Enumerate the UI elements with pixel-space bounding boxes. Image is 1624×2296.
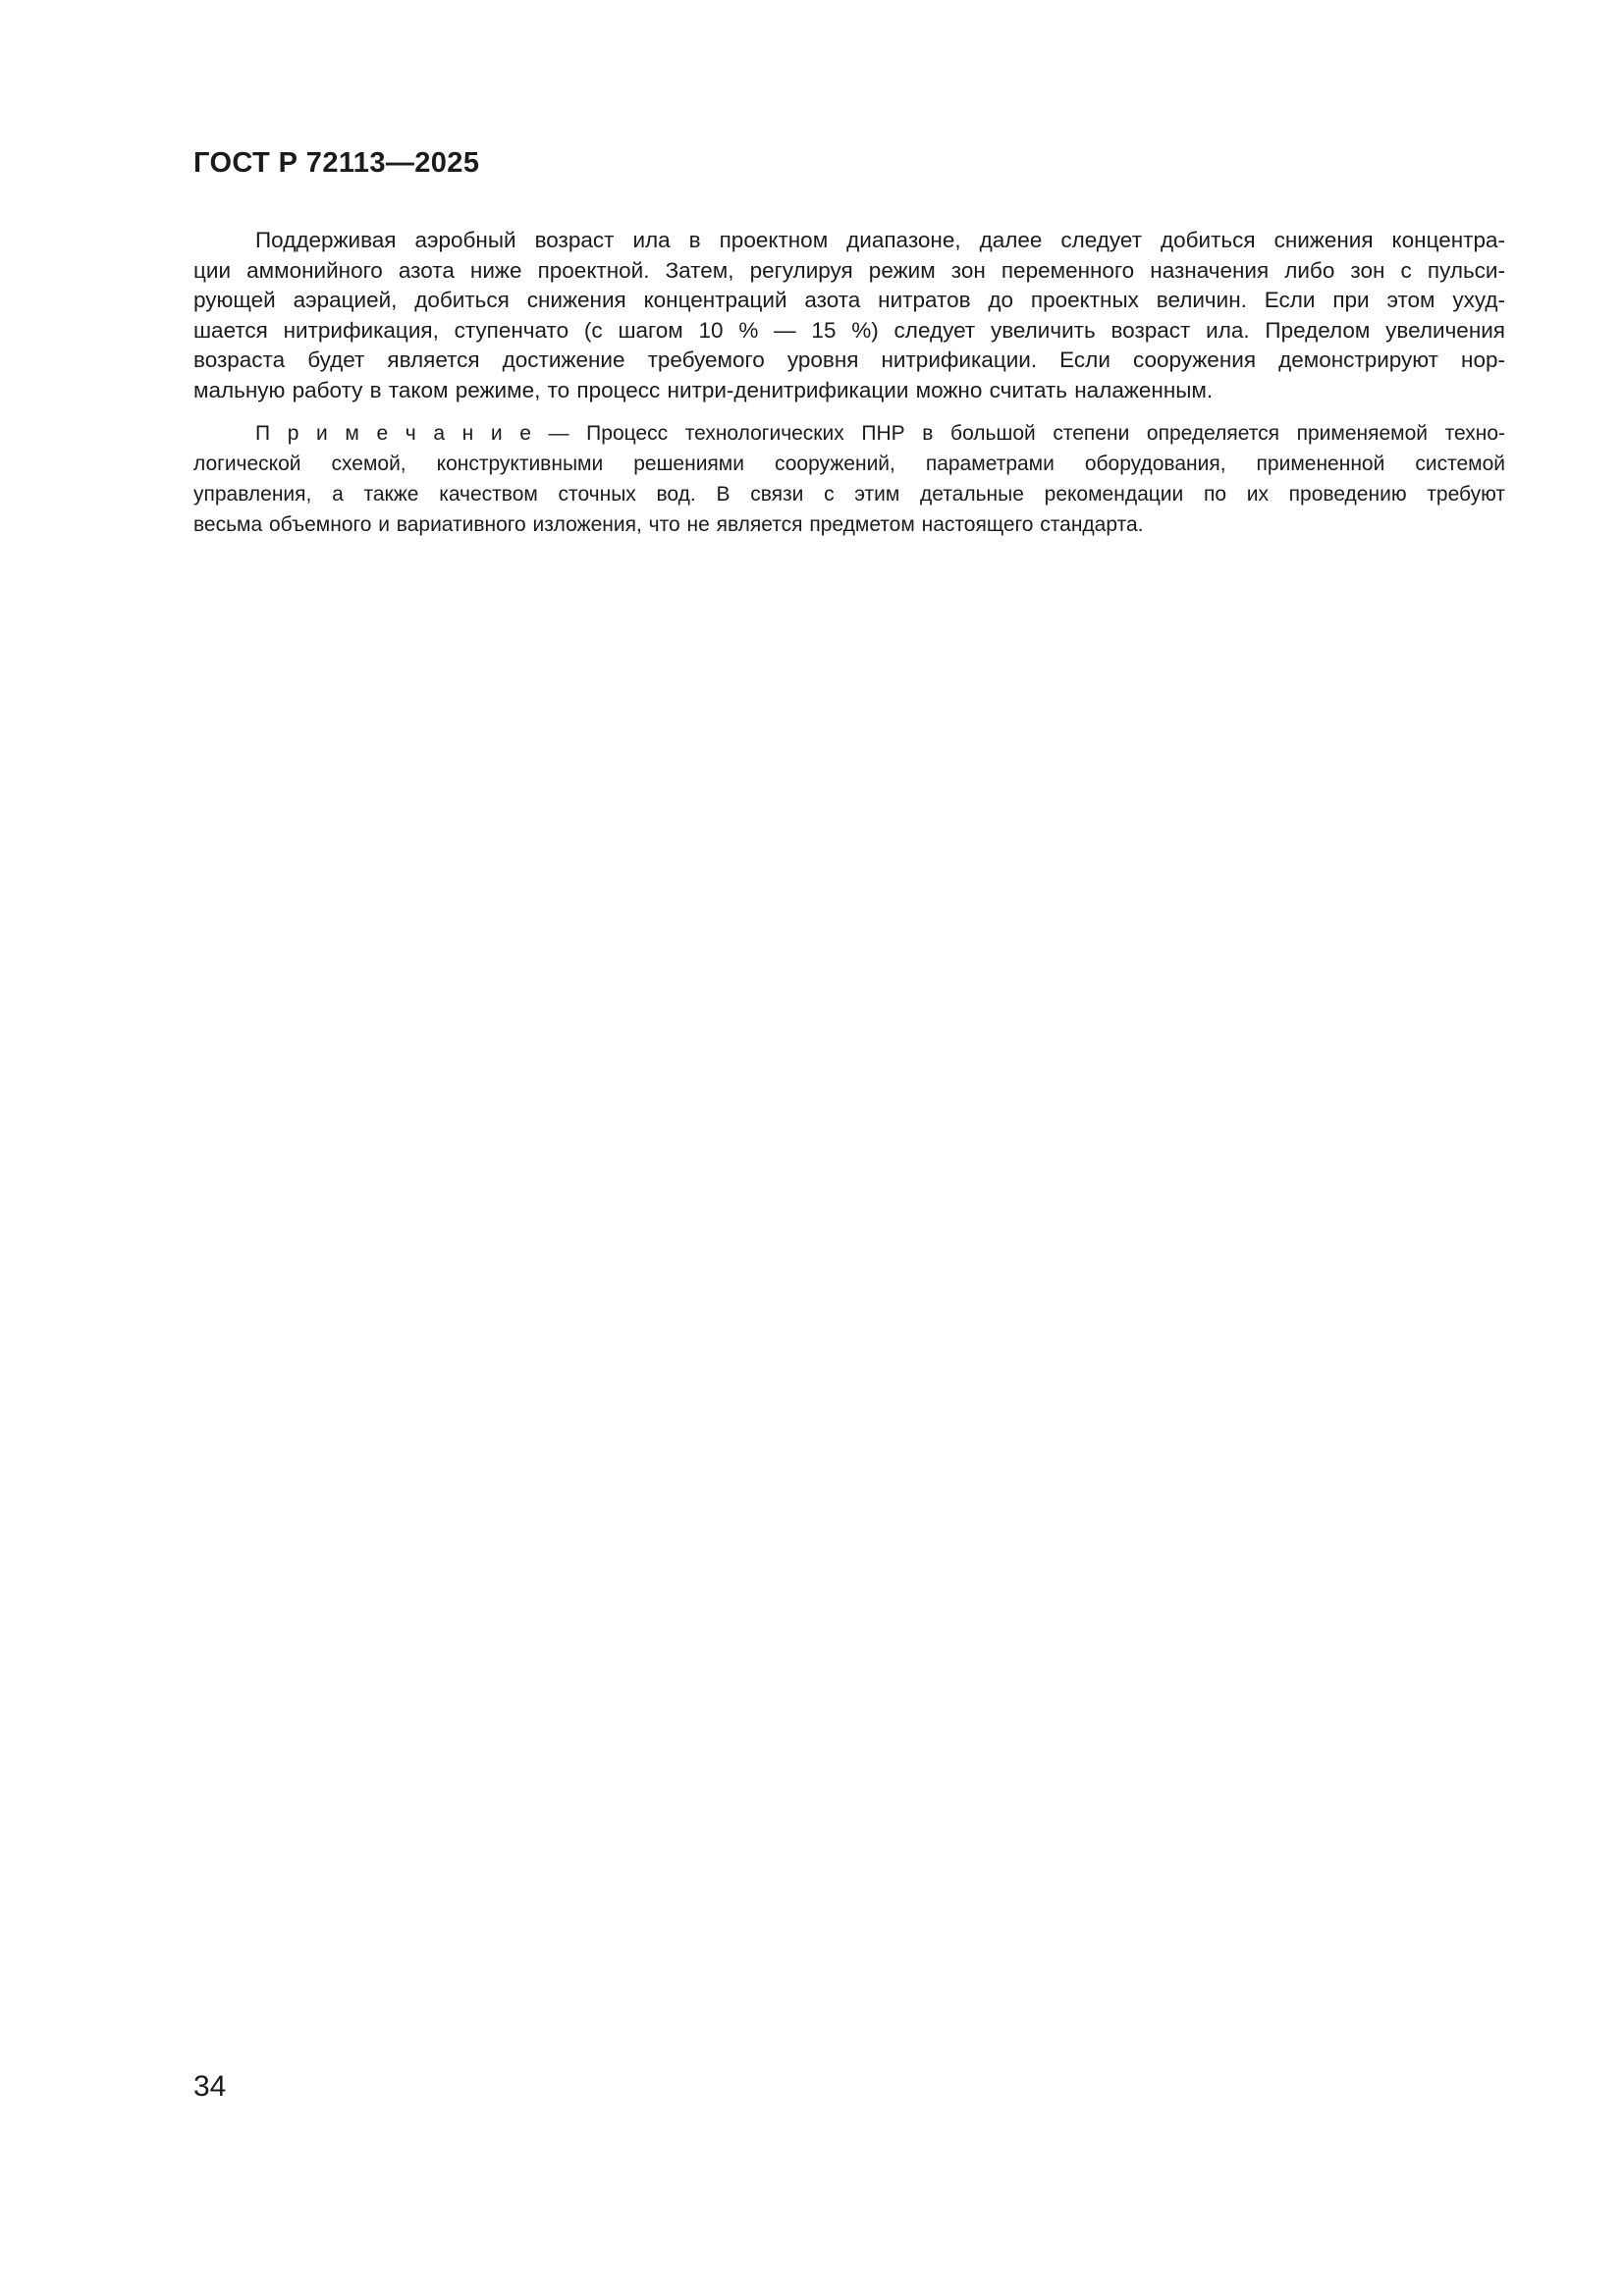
main-paragraph	[193, 226, 1505, 405]
note-paragraph	[193, 418, 1505, 540]
paragraph-line: Поддерживая аэробный возраст ила в проектном диапазоне, далее следует добиться снижения концентра-	[255, 228, 1505, 252]
paragraph-line: мальную работу в таком режиме, то процесс нитри-денитрификации можно считать налаженным.	[193, 377, 1214, 402]
paragraph-line: шается нитрификация, ступенчато (с шагом 10 % — 15 %) следует увеличить возраст ила. Пределом увеличения	[193, 317, 1505, 343]
paragraph-line: рующей аэрацией, добиться снижения концентраций азота нитратов до проектных величин. Если при этом ухуд-	[193, 288, 1505, 312]
paragraph-line: возраста будет является достижение требуемого уровня нитрификации. Если сооружения демонстрируют нор-	[193, 347, 1505, 372]
paragraph-line: ции аммонийного азота ниже проектной. Затем, регулируя режим зон переменного назначения либо зон с пульси-	[193, 257, 1505, 283]
note-line: управления, а также качеством сточных вод. В связи с этим детальные рекомендации по их проведению требуют	[193, 483, 1505, 506]
note-line: логической схемой, конструктивными решениями сооружений, параметрами оборудования, примененной системой	[193, 453, 1505, 475]
note-line: весьма объемного и вариативного изложения, что не является предметом настоящего стандарта.	[193, 513, 1144, 536]
page-content	[193, 226, 1505, 540]
document-code-header: ГОСТ Р 72113—2025	[193, 147, 480, 179]
note-line: П р и м е ч а н и е — Процесс технологических ПНР в большой степени определяется применяемой техно-	[255, 422, 1505, 445]
page-number: 34	[193, 2070, 227, 2103]
